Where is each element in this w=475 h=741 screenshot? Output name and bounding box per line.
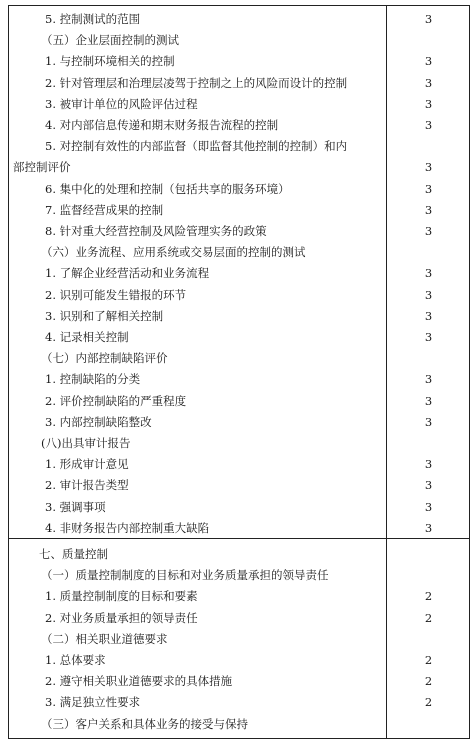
table-row — [9, 650, 471, 671]
table-row — [9, 692, 471, 713]
row-level: 3 — [424, 414, 433, 429]
row-level: 3 — [424, 478, 433, 493]
table-row — [9, 391, 471, 412]
row-level: 3 — [424, 393, 433, 408]
row-text: 2. 针对管理层和治理层凌驾于控制之上的风险而设计的控制 — [45, 75, 348, 90]
row-level: 3 — [424, 372, 433, 387]
row-text: 1. 总体要求 — [45, 653, 106, 667]
row-level: 3 — [424, 287, 433, 302]
row-text: 七、质量控制 — [39, 547, 108, 561]
row-text: 3. 满足独立性要求 — [45, 695, 141, 710]
table-row — [9, 475, 471, 496]
row-text: 5. 对控制有效性的内部监督（即监督其他控制的控制）和内 — [45, 139, 348, 154]
row-text: (八)出具审计报告 — [41, 436, 131, 450]
row-text: 1. 了解企业经营活动和业务流程 — [45, 266, 210, 281]
row-text: （六）业务流程、应用系统或交易层面的控制的测试 — [41, 245, 306, 260]
row-level: 2 — [424, 674, 433, 689]
row-text: 2. 对业务质量承担的领导责任 — [45, 610, 198, 625]
row-level: 3 — [424, 54, 433, 69]
row-text: 1. 控制缺陷的分类 — [45, 372, 141, 387]
row-level: 3 — [424, 118, 433, 132]
table-row — [9, 518, 471, 539]
table-row — [9, 9, 471, 30]
row-text: 2. 识别可能发生错报的环节 — [45, 287, 187, 302]
table-row — [9, 433, 471, 454]
row-level: 3 — [424, 75, 433, 90]
table-row — [9, 497, 471, 518]
table-row — [9, 179, 471, 200]
row-level: 2 — [424, 695, 433, 710]
row-level: 3 — [424, 181, 433, 196]
row-text: 3. 识别和了解相关控制 — [45, 308, 164, 323]
row-text: 1. 形成审计意见 — [45, 457, 129, 472]
row-text: 1. 与控制环境相关的控制 — [45, 54, 175, 69]
table-row — [9, 369, 471, 390]
table-row — [9, 51, 471, 72]
row-text: 8. 针对重大经营控制及风险管理实务的政策 — [45, 224, 267, 238]
table-row — [9, 115, 471, 136]
row-level: 3 — [424, 160, 433, 175]
row-text: （二）相关职业道德要求 — [41, 631, 168, 646]
row-text: 3. 强调事项 — [45, 499, 106, 514]
table-row — [9, 136, 471, 157]
row-level: 3 — [424, 224, 433, 238]
row-text: 6. 集中化的处理和控制（包括共享的服务环境） — [45, 181, 290, 196]
table-row — [9, 412, 471, 433]
row-text: 5. 控制测试的范围 — [45, 12, 141, 26]
row-level: 3 — [424, 96, 433, 111]
table-row — [9, 348, 471, 369]
row-text: 3. 被审计单位的风险评估过程 — [45, 96, 198, 111]
table-row — [9, 30, 471, 51]
table-row — [9, 94, 471, 115]
table-row — [9, 714, 471, 735]
table-row — [9, 629, 471, 650]
row-level: 3 — [424, 12, 433, 26]
row-level: 3 — [424, 202, 433, 217]
row-text: 2. 评价控制缺陷的严重程度 — [45, 393, 187, 408]
row-text: 4. 对内部信息传递和期末财务报告流程的控制 — [45, 118, 279, 132]
table-row — [9, 608, 471, 629]
row-text: 2. 遵守相关职业道德要求的具体措施 — [45, 674, 233, 689]
table-row — [9, 285, 471, 306]
row-level: 2 — [424, 653, 433, 667]
table-row — [9, 73, 471, 94]
row-level: 3 — [424, 266, 433, 281]
table-row — [9, 327, 471, 348]
row-text: （五）企业层面控制的测试 — [41, 33, 179, 48]
table-row — [9, 671, 471, 692]
table-row — [9, 306, 471, 327]
row-level: 2 — [424, 589, 433, 604]
row-level: 3 — [424, 499, 433, 514]
row-level: 3 — [424, 308, 433, 323]
row-text: （三）客户关系和具体业务的接受与保持 — [41, 716, 248, 731]
table-row — [9, 242, 471, 263]
table-row — [9, 221, 471, 242]
table-row — [9, 586, 471, 607]
row-text: 7. 监督经营成果的控制 — [45, 202, 164, 217]
table-row — [9, 200, 471, 221]
table-row — [9, 454, 471, 475]
row-text: 3. 内部控制缺陷整改 — [45, 414, 152, 429]
row-level: 3 — [424, 520, 433, 535]
row-text: （七）内部控制缺陷评价 — [41, 351, 168, 366]
row-text: （一）质量控制制度的目标和对业务质量承担的领导责任 — [41, 568, 329, 583]
row-text: 部控制评价 — [13, 160, 71, 175]
row-level: 2 — [424, 610, 433, 625]
table-row — [9, 565, 471, 586]
table-row — [9, 157, 471, 178]
row-text: 1. 质量控制制度的目标和要素 — [45, 589, 198, 604]
syllabus-table — [8, 5, 470, 739]
row-text: 4. 记录相关控制 — [45, 330, 129, 344]
row-text: 2. 审计报告类型 — [45, 478, 129, 493]
row-text: 4. 非财务报告内部控制重大缺陷 — [45, 520, 210, 535]
table-row — [9, 544, 471, 565]
table-row — [9, 263, 471, 284]
row-level: 3 — [424, 457, 433, 472]
row-level: 3 — [424, 330, 433, 344]
